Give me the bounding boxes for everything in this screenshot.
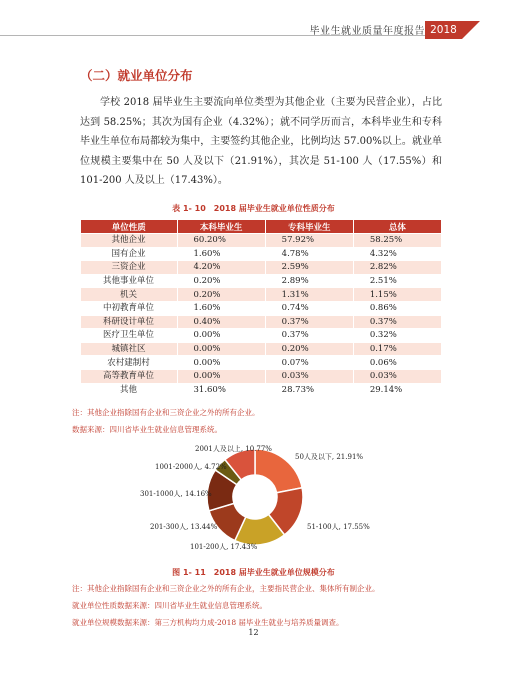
- table-row: [81, 342, 442, 356]
- unit-type-cell: 中初教育单位: [81, 301, 178, 315]
- percent-cell: 0.00%: [177, 342, 265, 356]
- unit-type-cell: 其他事业单位: [81, 274, 178, 288]
- percent-cell: 0.17%: [353, 342, 441, 356]
- percent-cell: 0.07%: [265, 356, 353, 370]
- table-header-cell: 单位性质: [81, 220, 178, 234]
- percent-cell: 0.86%: [353, 301, 441, 315]
- table-row: [81, 383, 442, 397]
- unit-type-cell: 城镇社区: [81, 342, 178, 356]
- table-note: 注：其他企业指除国有企业和三资企业之外的所有企业。: [72, 408, 260, 417]
- section-title: （二）就业单位分布: [80, 68, 193, 83]
- percent-cell: 2.89%: [265, 274, 353, 288]
- percent-cell: 57.92%: [265, 234, 353, 248]
- percent-cell: 4.78%: [265, 247, 353, 261]
- percent-cell: 1.60%: [177, 301, 265, 315]
- percent-cell: 0.00%: [177, 329, 265, 343]
- table-header-cell: 专科毕业生: [265, 220, 353, 234]
- percent-cell: 0.06%: [353, 356, 441, 370]
- percent-cell: 0.32%: [353, 329, 441, 343]
- unit-type-cell: 国有企业: [81, 247, 178, 261]
- unit-type-table: [80, 219, 442, 397]
- pie-label: 201-300人, 13.44%: [150, 523, 218, 531]
- table-row: [81, 261, 442, 275]
- percent-cell: 0.37%: [265, 315, 353, 329]
- percent-cell: 0.20%: [177, 274, 265, 288]
- percent-cell: 29.14%: [353, 383, 441, 397]
- percent-cell: 0.37%: [353, 315, 441, 329]
- percent-cell: 4.20%: [177, 261, 265, 275]
- unit-type-cell: 其他企业: [81, 234, 178, 248]
- table-row: [81, 234, 442, 248]
- pie-label: 51-100人, 17.55%: [307, 523, 370, 531]
- percent-cell: 0.20%: [177, 288, 265, 302]
- percent-cell: 2.82%: [353, 261, 441, 275]
- chart-note: 注：其他企业指除国有企业和三资企业之外的所有企业，主要指民营企业、集体所有制企业。: [72, 584, 380, 593]
- percent-cell: 0.37%: [265, 329, 353, 343]
- unit-type-cell: 科研设计单位: [81, 315, 178, 329]
- percent-cell: 0.03%: [265, 369, 353, 383]
- percent-cell: 0.74%: [265, 301, 353, 315]
- pie-label: 2001人及以上, 10.77%: [195, 445, 272, 453]
- percent-cell: 2.51%: [353, 274, 441, 288]
- body-paragraph: 学校 2018 届毕业生主要流向单位类型为其他企业（主要为民营企业），占比达到 58.25%；其次为国有企业（4.32%）；就不同学历而言，本科毕业生和专科毕业生单位布局都较为集中，主要签约其他企业，比例均达 57.00%以上。就业单位规模主要集中在 50 人及以下（21.91%），其次是 51-100 人（17.55%）和 101-200 人及以上（17.43%）。: [80, 97, 442, 186]
- percent-cell: 1.60%: [177, 247, 265, 261]
- chart-caption: 图 1- 11 2018 届毕业生就业单位规模分布: [172, 568, 335, 577]
- percent-cell: 58.25%: [353, 234, 441, 248]
- unit-type-cell: 农村建制村: [81, 356, 178, 370]
- table-row: [81, 315, 442, 329]
- percent-cell: 4.32%: [353, 247, 441, 261]
- table-header-cell: 总体: [353, 220, 441, 234]
- pie-label: 1001-2000人, 4.72%: [155, 463, 227, 471]
- percent-cell: 0.03%: [353, 369, 441, 383]
- table-row: [81, 274, 442, 288]
- percent-cell: 28.73%: [265, 383, 353, 397]
- chart-note: 就业单位性质数据来源：四川省毕业生就业信息管理系统。: [72, 601, 267, 610]
- table-header-cell: 本科毕业生: [177, 220, 265, 234]
- header-year-badge: 2018届: [425, 21, 462, 39]
- table-row: [81, 356, 442, 370]
- percent-cell: 1.15%: [353, 288, 441, 302]
- percent-cell: 2.59%: [265, 261, 353, 275]
- unit-type-cell: 高等教育单位: [81, 369, 178, 383]
- percent-cell: 1.31%: [265, 288, 353, 302]
- table-row: [81, 288, 442, 302]
- pie-label: 101-200人, 17.43%: [190, 543, 258, 551]
- chart-note: 就业单位规模数据来源：第三方机构均力成-2018 届毕业生就业与培养质量调查。: [72, 618, 344, 627]
- percent-cell: 0.20%: [265, 342, 353, 356]
- table-row: [81, 247, 442, 261]
- table-header-row: [81, 220, 442, 234]
- percent-cell: 0.00%: [177, 356, 265, 370]
- header-title: 毕业生就业质量年度报告: [309, 26, 425, 37]
- page-number: 12: [248, 628, 259, 637]
- unit-type-cell: 机关: [81, 288, 178, 302]
- table-caption: 表 1- 10 2018 届毕业生就业单位性质分布: [172, 204, 335, 213]
- unit-type-cell: 三资企业: [81, 261, 178, 275]
- pie-label: 50人及以下, 21.91%: [295, 453, 364, 461]
- header-badge-corner: [462, 21, 480, 39]
- table-source-note: 数据来源：四川省毕业生就业信息管理系统。: [72, 425, 222, 434]
- percent-cell: 60.20%: [177, 234, 265, 248]
- pie-label: 301-1000人, 14.16%: [140, 490, 212, 498]
- percent-cell: 0.00%: [177, 369, 265, 383]
- percent-cell: 31.60%: [177, 383, 265, 397]
- table-row: [81, 301, 442, 315]
- unit-type-cell: 其他: [81, 383, 178, 397]
- table-row: [81, 329, 442, 343]
- percent-cell: 0.40%: [177, 315, 265, 329]
- table-row: [81, 369, 442, 383]
- unit-type-cell: 医疗卫生单位: [81, 329, 178, 343]
